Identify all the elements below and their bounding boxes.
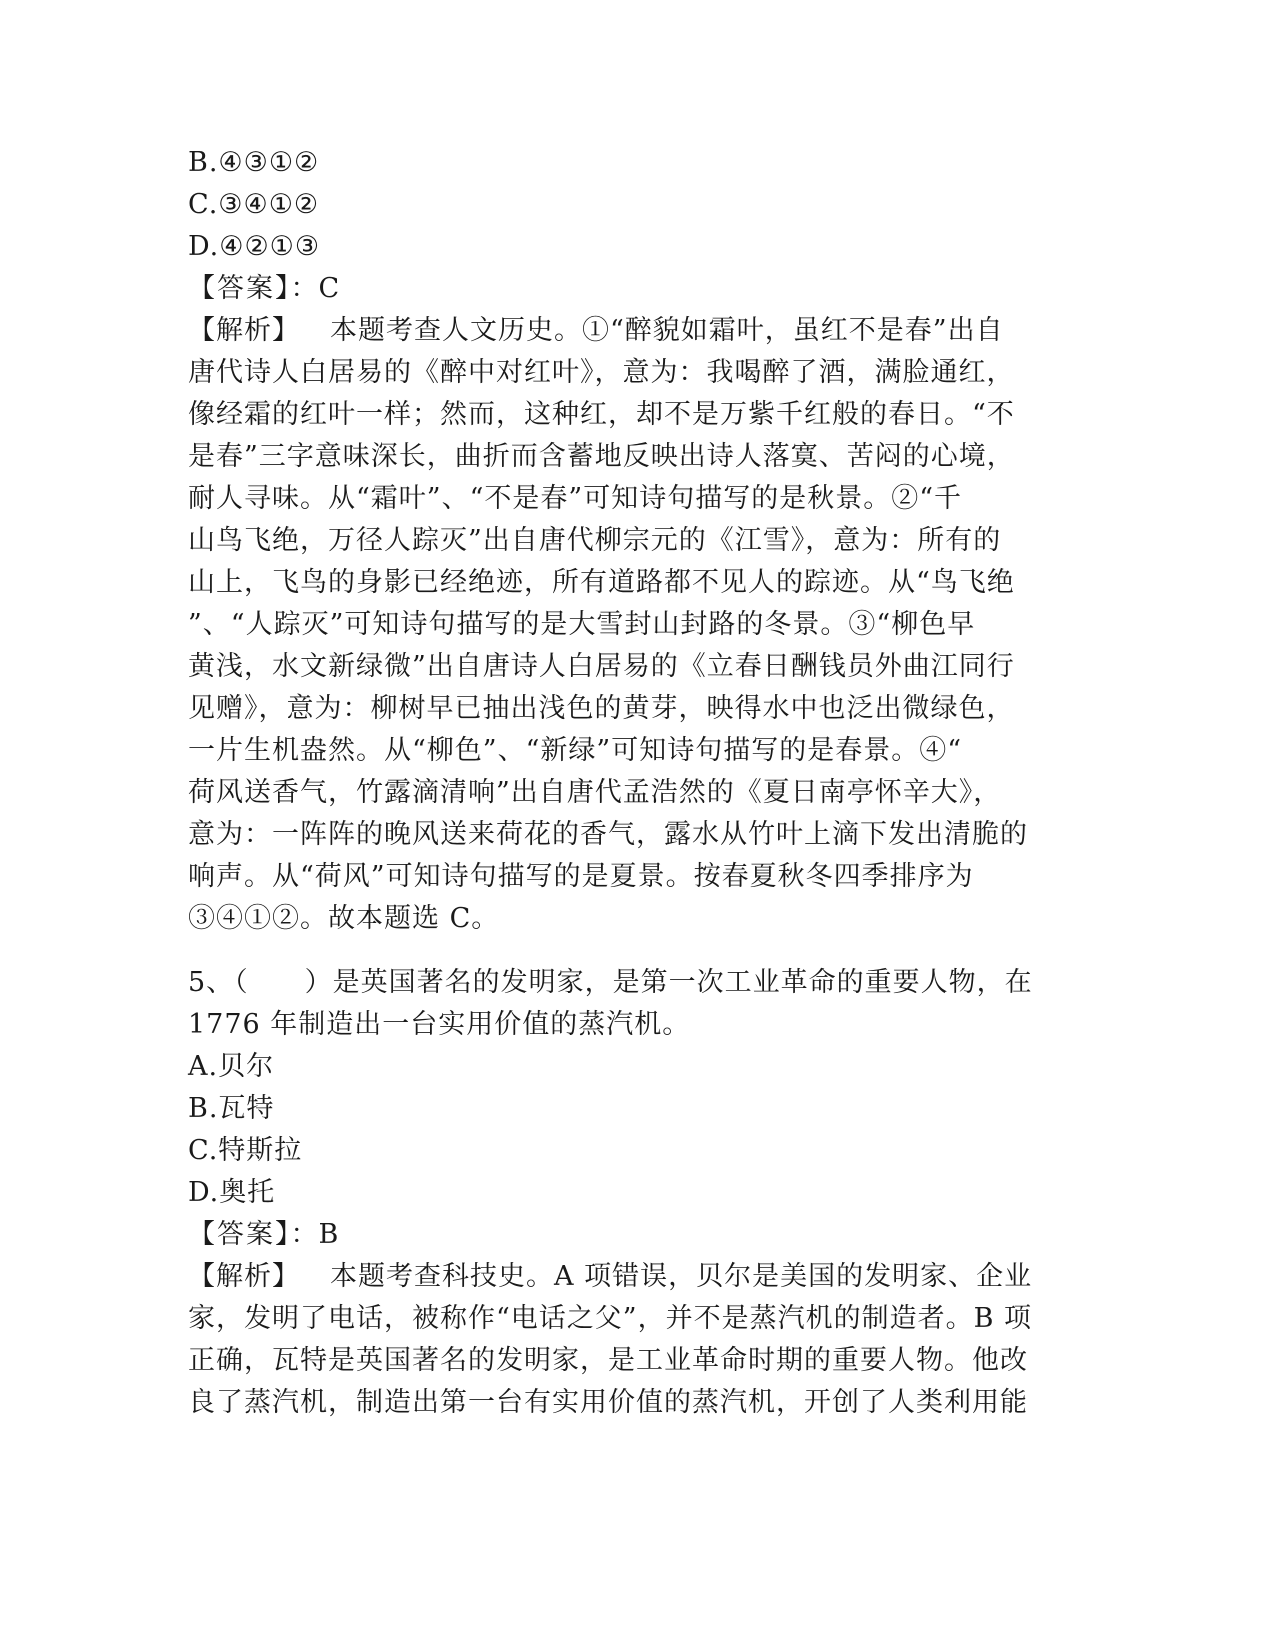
answer-value: ：B: [290, 1219, 340, 1250]
q4-explanation-line: 荷风送香气，竹露滴清响”出自唐代孟浩然的《夏日南亭怀辛大》，: [188, 777, 1002, 808]
q5-answer: [188, 1214, 339, 1256]
explanation-text: 本题考查人文历史。①“醉貌如霜叶，虽红不是春”出自: [330, 315, 1004, 346]
explanation-label: 【解析】: [188, 1261, 300, 1292]
q4-option-c: C.③④①②: [188, 189, 320, 220]
q5-option-c: C.特斯拉: [188, 1135, 303, 1166]
q5-option-a: A.贝尔: [188, 1051, 275, 1082]
q4-explanation-line: 像经霜的红叶一样；然而，这种红，却不是万紫千红般的春日。“不: [188, 399, 1015, 430]
q4-explanation-line: 一片生机盎然。从“柳色”、“新绿”可知诗句描写的是春景。④“: [188, 735, 963, 766]
explanation-label: 【解析】: [188, 315, 300, 346]
q4-answer: [188, 268, 340, 310]
answer-label: 【答案】: [188, 273, 291, 304]
q4-option-b: B.④③①②: [188, 147, 320, 178]
q4-explanation-line: 响声。从“荷风”可知诗句描写的是夏景。按春夏秋冬四季排序为: [188, 861, 974, 892]
q5-explanation-line: 正确，瓦特是英国著名的发明家，是工业革命时期的重要人物。他改: [188, 1345, 1028, 1376]
q4-explanation-line: 是春”三字意味深长，曲折而含蓄地反映出诗人落寞、苦闷的心境，: [188, 441, 1015, 472]
q4-option-d: D.④②①③: [188, 231, 321, 262]
answer-label: 【答案】: [188, 1219, 291, 1250]
q4-explanation-line: 山上，飞鸟的身影已经绝迹，所有道路都不见人的踪迹。从“鸟飞绝: [188, 567, 1015, 598]
q5-stem: 5、（ ）是英国著名的发明家，是第一次工业革命的重要人物，在: [188, 967, 1033, 998]
q5-explanation-line: [188, 1256, 1032, 1298]
q5-option-b: B.瓦特: [188, 1093, 275, 1124]
q5-stem: 1776 年制造出一台实用价值的蒸汽机。: [188, 1009, 691, 1040]
q4-explanation-line: 见赠》，意为：柳树早已抽出浅色的黄芽，映得水中也泛出微绿色，: [188, 693, 1015, 724]
q4-explanation-line: 意为：一阵阵的晚风送来荷花的香气，露水从竹叶上滴下发出清脆的: [188, 819, 1028, 850]
answer-value: ：C: [290, 273, 341, 304]
q4-explanation-line: 山鸟飞绝，万径人踪灭”出自唐代柳宗元的《江雪》，意为：所有的: [188, 525, 1002, 556]
q5-explanation-line: 良了蒸汽机，制造出第一台有实用价值的蒸汽机，开创了人类利用能: [188, 1387, 1028, 1418]
q4-explanation-line: ③④①②。故本题选 C。: [188, 903, 500, 934]
q4-explanation-line: ”、“人踪灭”可知诗句描写的是大雪封山封路的冬景。③“柳色早: [188, 609, 976, 640]
q4-explanation-line: 黄浅，水文新绿微”出自唐诗人白居易的《立春日酬钱员外曲江同行: [188, 651, 1015, 682]
q4-explanation-line: 唐代诗人白居易的《醉中对红叶》，意为：我喝醉了酒，满脸通红，: [188, 357, 1015, 388]
explanation-text: 本题考查科技史。A 项错误，贝尔是美国的发明家、企业: [330, 1261, 1033, 1292]
q5-explanation-line: 家，发明了电话，被称作“电话之父”，并不是蒸汽机的制造者。B 项: [188, 1303, 1033, 1334]
q4-explanation-line: 耐人寻味。从“霜叶”、“不是春”可知诗句描写的是秋景。②“千: [188, 483, 963, 514]
q5-option-d: D.奥托: [188, 1177, 276, 1208]
q4-explanation-line: [188, 310, 1004, 352]
